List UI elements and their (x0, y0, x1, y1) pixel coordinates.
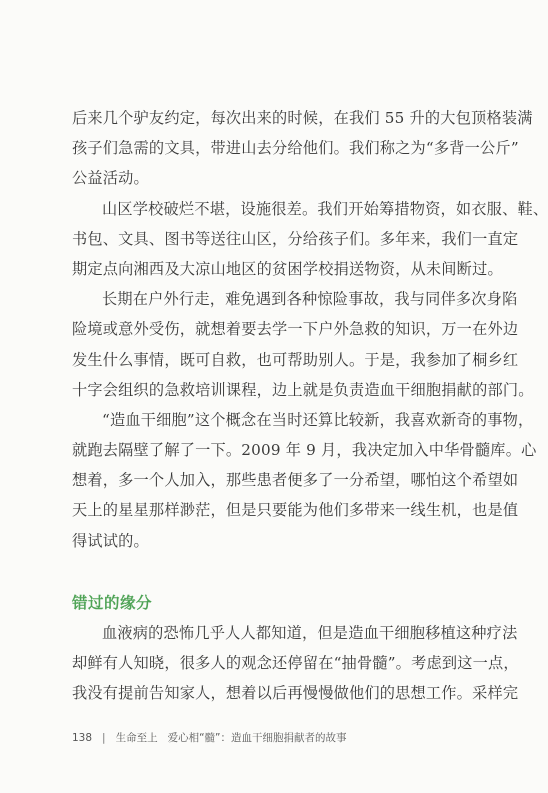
section-heading: 错过的缘分 (72, 593, 153, 612)
paragraph-line: 山区学校破烂不堪，设施很差。我们开始筹措物资，如衣服、鞋、 (102, 199, 548, 218)
paragraph-line: 期定点向湘西及大凉山地区的贫困学校捐送物资，从未间断过。 (72, 259, 503, 278)
paragraph-line: 血液病的恐怖几乎人人都知道，但是造血干细胞移植这种疗法 (102, 623, 518, 642)
paragraph-line: 书包、文具、图书等送往山区，分给孩子们。多年来，我们一直定 (72, 229, 519, 248)
page-footer (72, 730, 346, 745)
paragraph-line: 险境或意外受伤，就想着要去学一下户外急救的知识，万一在外边 (72, 320, 519, 339)
footer-book-title: 爱心相“髓”：造血干细胞捐献者的故事 (167, 732, 347, 744)
paragraph-line: 天上的星星那样渺茫，但是只要能为他们多带来一线生机，也是值 (72, 501, 519, 520)
page-number: 138 (72, 732, 93, 744)
section-spacer (72, 556, 482, 588)
paragraph-line: 孩子们急需的文具，带进山去分给他们。我们称之为“多背一公斤” (72, 139, 519, 158)
paragraph-line: 我没有提前告知家人，想着以后再慢慢做他们的思想工作。采样完 (72, 684, 519, 703)
paragraph-line: 就跑去隔壁了解了一下。2009 年 9 月，我决定加入中华骨髓库。心 (72, 441, 537, 460)
paragraph-line: 却鲜有人知晓，很多人的观念还停留在“抽骨髓”。考虑到这一点， (72, 654, 519, 672)
paragraph-line: 公益活动。 (72, 169, 149, 188)
footer-separator: | (102, 732, 106, 744)
footer-section: 生命至上 (115, 732, 158, 744)
paragraph-line: “造血干细胞”这个概念在当时还算比较新，我喜欢新奇的事物， (102, 410, 534, 429)
page-body (72, 103, 548, 708)
paragraph-line: 十字会组织的急救培训课程，边上就是负责造血干细胞捐献的部门。 (72, 380, 534, 399)
paragraph-line: 发生什么事情，既可自救，也可帮助别人。于是，我参加了桐乡红 (72, 350, 519, 369)
paragraph-line: 长期在户外行走，难免遇到各种惊险事故，我与同伴多次身陷 (102, 290, 518, 309)
paragraph-line: 得试试的。 (72, 531, 149, 550)
paragraph-line: 想着，多一个人加入，那些患者便多了一分希望，哪怕这个希望如 (72, 471, 519, 490)
paragraph-line: 后来几个驴友约定，每次出来的时候，在我们 55 升的大包顶格装满 (72, 109, 533, 127)
